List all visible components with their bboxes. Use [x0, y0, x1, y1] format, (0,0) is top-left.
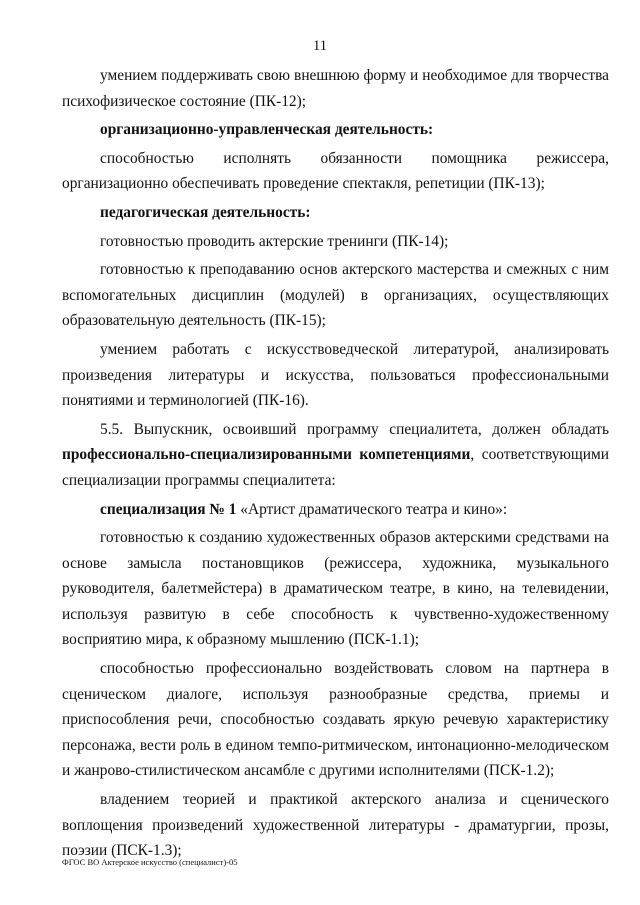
paragraph-pk14: готовностью проводить актерские тренинги (ПК-14);	[100, 232, 449, 250]
specialization-1	[62, 497, 609, 523]
document-body	[62, 63, 609, 864]
page-footer: ФГОС ВО Актерское искусство (специалист)-05	[62, 857, 238, 867]
paragraph-5-5-bold: профессионально-специализированными компетенциями	[62, 446, 471, 464]
specialization-1-title: «Артист драматического театра и кино»:	[236, 500, 508, 518]
paragraph-psk-1-3: владением теорией и практикой актерского анализа и сценического воплощения произведений художественной литературы - драматургии, прозы, поэзии (ПСК-1.3);	[62, 791, 609, 860]
paragraph-pk13: способностью исполнять обязанности помощника режиссера, организационно обеспечивать проведение спектакля, репетиции (ПК-13);	[62, 149, 609, 193]
paragraph-5-5-start: 5.5. Выпускник, освоивший программу специалитета, должен обладать	[100, 420, 609, 438]
paragraph-pk15: готовностью к преподаванию основ актерского мастерства и смежных с ним вспомогательных дисциплин (модулей) в организациях, осуществляющих образовательную деятельность (ПК-15);	[62, 261, 609, 330]
paragraph-pk16: умением работать с искусствоведческой литературой, анализировать произведения литературы и искусства, пользоваться профессиональными понятиями и терминологией (ПК-16).	[62, 340, 609, 410]
specialization-1-label: специализация № 1	[100, 500, 237, 518]
paragraph-pk12: умением поддерживать свою внешнюю форму и необходимое для творчества психофизическое состояние (ПК-12);	[62, 67, 609, 110]
heading-organizational: организационно-управленческая деятельность:	[100, 121, 434, 139]
page-number: 11	[313, 38, 327, 54]
heading-pedagogical: педагогическая деятельность:	[100, 203, 311, 221]
paragraph-5-5	[62, 417, 609, 494]
paragraph-5-5-end: , соответствующими специализации программы специалитета:	[62, 446, 609, 489]
paragraph-psk-1-2: способностью профессионально воздействовать словом на партнера в сценическом диалоге, используя разнообразные средства, приемы и приспособления речи, способностью создавать яркую речевую характеристику персонажа, вести роль в едином темпо-ритмическом, интонационно-мелодическом и жанрово-стилистическом ансамбле с другими исполнителями (ПСК-1.2);	[62, 660, 609, 780]
paragraph-psk-1-1: готовностью к созданию художественных образов актерскими средствами на основе замысла постановщиков (режиссера, художника, музыкального руководителя, балетмейстера) в драматическом театре, в кино, на телевидении, используя развитую в себе способность к чувственно-художественному восприятию мира, к образному мышлению (ПСК-1.1);	[62, 529, 609, 649]
